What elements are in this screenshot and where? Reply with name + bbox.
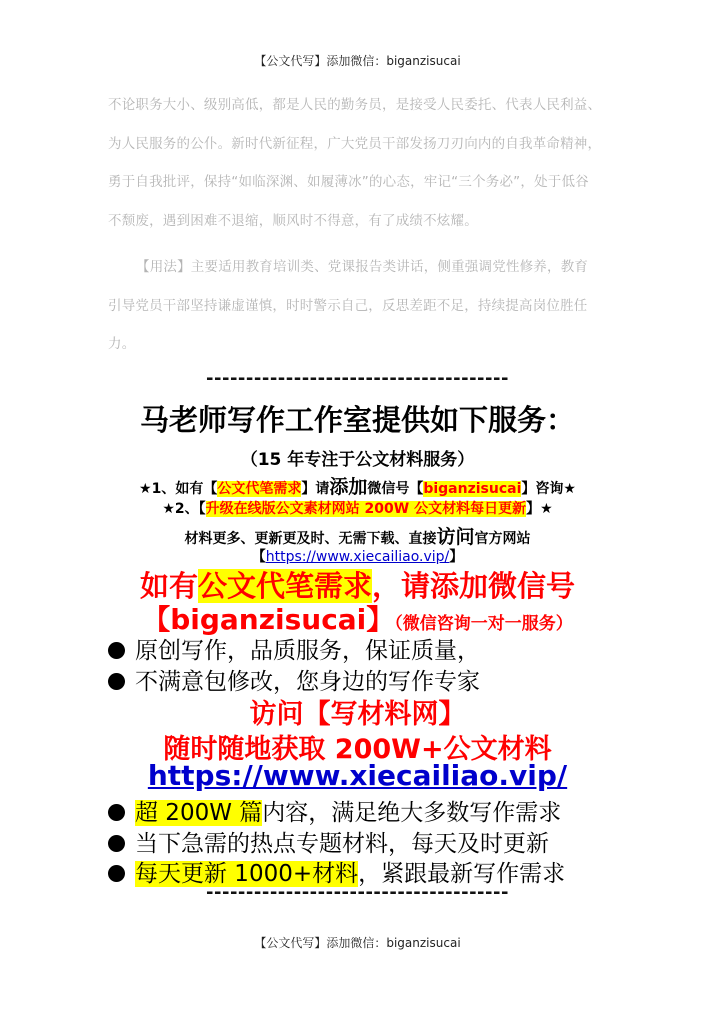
page-footer: 【公文代写】添加微信：biganzisucai	[254, 936, 461, 950]
paragraph-line: 不颓废，遇到困难不退缩，顺风时不得意，有了成绩不炫耀。	[108, 212, 478, 229]
ad-visit: 访问【写材料网】	[249, 699, 466, 730]
divider-bottom: --------------------------------------	[206, 882, 509, 903]
ad-item-2: ★2、【升级在线版公文素材网站 200W 公文材料每日更新】★	[162, 501, 553, 517]
bullet-dot-icon	[108, 642, 125, 659]
ad-big-line-2: 【biganzisucai】（微信咨询一对一服务）	[142, 603, 573, 636]
paragraph-line: 为人民服务的公仆。新时代新征程，广大党员干部发扬刀刃向内的自我革命精神，	[108, 135, 602, 152]
bullet-dot-icon	[108, 865, 125, 882]
paragraph-line: 【用法】主要适用教育培训类、党课报告类讲话，侧重强调党性修养，教育	[136, 259, 589, 275]
url-link-big[interactable]: https://www.xiecailiao.vip/	[147, 759, 568, 792]
bullet-5: 每天更新 1000+材料，紧跟最新写作需求	[108, 855, 565, 888]
bullet-dot-icon	[108, 673, 125, 690]
bullet-1: 原创写作，品质服务，保证质量，	[108, 632, 480, 665]
paragraph-1	[108, 86, 608, 240]
divider-top: --------------------------------------	[206, 368, 509, 389]
ad-item-1: ★1、如有【公文代笔需求】请添加微信号【biganzisucai】咨询★	[139, 476, 576, 498]
ad-title: 马老师写作工作室提供如下服务：	[139, 403, 575, 437]
paragraph-line: 引导党员干部坚持谦虚谨慎，时时警示自己，反思差距不足，持续提高岗位胜任	[108, 297, 588, 314]
paragraph-line: 力。	[108, 336, 136, 352]
ad-item-3: 材料更多、更新更及时、无需下载、直接访问官方网站	[184, 526, 531, 548]
ad-url-small: 【https://www.xiecailiao.vip/】	[251, 549, 464, 565]
page-header: 【公文代写】添加微信：biganzisucai	[254, 54, 461, 68]
bullet-4: 当下急需的热点专题材料，每天及时更新	[108, 825, 549, 858]
bullet-2: 不满意包修改，您身边的写作专家	[108, 663, 480, 696]
bullet-dot-icon	[108, 804, 125, 821]
bullet-3: 超 200W 篇内容，满足绝大多数写作需求	[108, 794, 561, 827]
url-link-small[interactable]: https://www.xiecailiao.vip/	[265, 549, 450, 565]
paragraph-line: 勇于自我批评，保持“如临深渊、如履薄冰”的心态，牢记“三个务必”，处于低谷	[108, 174, 589, 190]
paragraph-line: 不论职务大小、级别高低，都是人民的勤务员，是接受人民委托、代表人民利益、	[108, 97, 602, 113]
paragraph-2	[108, 248, 608, 364]
ad-anytime: 随时随地获取 200W+公文材料	[163, 734, 552, 765]
bullet-dot-icon	[108, 835, 125, 852]
ad-big-line-1: 如有公文代笔需求，请添加微信号	[139, 569, 576, 603]
ad-subtitle: （15 年专注于公文材料服务）	[240, 450, 475, 470]
